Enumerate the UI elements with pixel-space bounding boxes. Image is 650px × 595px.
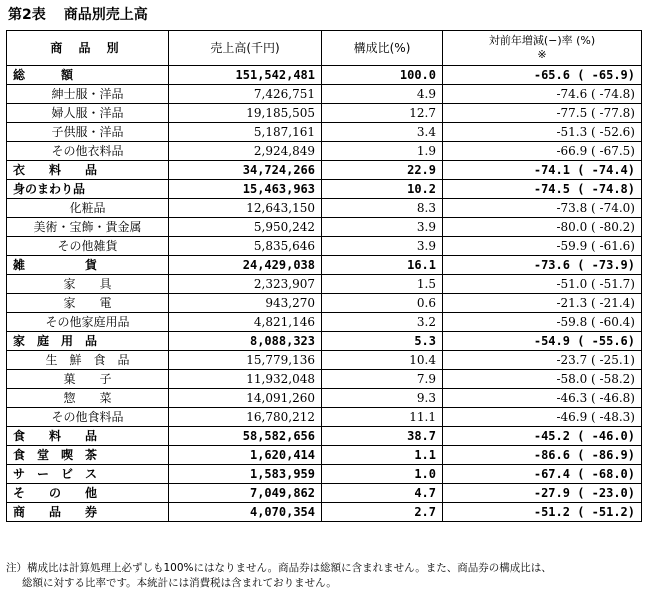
table-row — [7, 408, 642, 427]
footnote-line-2: 総額に対する比率です。本統計には消費税は含まれておりません。 — [22, 577, 337, 589]
header-sales: 売上高(千円) — [169, 31, 322, 66]
row-name: その他食料品 — [7, 408, 169, 427]
row-ratio: 38.7 — [322, 427, 443, 446]
table-row — [7, 218, 642, 237]
table-row — [7, 370, 642, 389]
row-name: 商 品 券 — [7, 503, 169, 522]
row-ratio: 3.4 — [322, 123, 443, 142]
row-sales: 4,821,146 — [169, 313, 322, 332]
table-number: 第2表 — [8, 7, 46, 23]
row-name: 紳士服・洋品 — [7, 85, 169, 104]
row-yoy: -66.9 ( -67.5) — [443, 142, 642, 161]
row-name: 衣 料 品 — [7, 161, 169, 180]
row-name: 惣 菜 — [7, 389, 169, 408]
row-yoy: -51.3 ( -52.6) — [443, 123, 642, 142]
row-yoy: -80.0 ( -80.2) — [443, 218, 642, 237]
table-row — [7, 66, 642, 85]
row-yoy: -45.2 ( -46.0) — [443, 427, 642, 446]
row-yoy: -46.9 ( -48.3) — [443, 408, 642, 427]
table-row — [7, 446, 642, 465]
table-row — [7, 256, 642, 275]
row-ratio: 7.9 — [322, 370, 443, 389]
row-sales: 5,187,161 — [169, 123, 322, 142]
header-yoy — [443, 31, 642, 66]
table-row — [7, 351, 642, 370]
row-yoy: -77.5 ( -77.8) — [443, 104, 642, 123]
row-ratio: 5.3 — [322, 332, 443, 351]
row-sales: 19,185,505 — [169, 104, 322, 123]
row-name: 身のまわり品 — [7, 180, 169, 199]
row-sales: 1,583,959 — [169, 465, 322, 484]
row-ratio: 1.5 — [322, 275, 443, 294]
table-row — [7, 332, 642, 351]
row-yoy: -27.9 ( -23.0) — [443, 484, 642, 503]
table-row — [7, 389, 642, 408]
table-header-row — [7, 31, 642, 66]
row-yoy: -23.7 ( -25.1) — [443, 351, 642, 370]
row-yoy: -58.0 ( -58.2) — [443, 370, 642, 389]
row-yoy: -21.3 ( -21.4) — [443, 294, 642, 313]
footnote — [6, 561, 646, 591]
row-yoy: -59.8 ( -60.4) — [443, 313, 642, 332]
row-name: 家 庭 用 品 — [7, 332, 169, 351]
row-ratio: 3.9 — [322, 218, 443, 237]
row-yoy: -73.6 ( -73.9) — [443, 256, 642, 275]
row-sales: 1,620,414 — [169, 446, 322, 465]
row-name: 婦人服・洋品 — [7, 104, 169, 123]
row-sales: 7,426,751 — [169, 85, 322, 104]
table-row — [7, 275, 642, 294]
sales-by-product-table — [6, 30, 642, 522]
row-name: その他家庭用品 — [7, 313, 169, 332]
row-sales: 14,091,260 — [169, 389, 322, 408]
row-ratio: 10.2 — [322, 180, 443, 199]
row-yoy: -65.6 ( -65.9) — [443, 66, 642, 85]
row-sales: 15,779,136 — [169, 351, 322, 370]
table-row — [7, 294, 642, 313]
row-ratio: 11.1 — [322, 408, 443, 427]
row-ratio: 100.0 — [322, 66, 443, 85]
row-name: 食 料 品 — [7, 427, 169, 446]
row-sales: 151,542,481 — [169, 66, 322, 85]
row-sales: 2,323,907 — [169, 275, 322, 294]
row-yoy: -59.9 ( -61.6) — [443, 237, 642, 256]
row-yoy: -86.6 ( -86.9) — [443, 446, 642, 465]
row-sales: 4,070,354 — [169, 503, 322, 522]
row-name: 家 電 — [7, 294, 169, 313]
row-ratio: 22.9 — [322, 161, 443, 180]
row-yoy: -73.8 ( -74.0) — [443, 199, 642, 218]
row-ratio: 1.9 — [322, 142, 443, 161]
header-category: 商 品 別 — [7, 31, 169, 66]
row-yoy: -54.9 ( -55.6) — [443, 332, 642, 351]
row-ratio: 8.3 — [322, 199, 443, 218]
row-ratio: 4.9 — [322, 85, 443, 104]
row-ratio: 3.9 — [322, 237, 443, 256]
row-yoy: -74.5 ( -74.8) — [443, 180, 642, 199]
row-sales: 34,724,266 — [169, 161, 322, 180]
row-ratio: 12.7 — [322, 104, 443, 123]
row-sales: 16,780,212 — [169, 408, 322, 427]
row-sales: 5,835,646 — [169, 237, 322, 256]
table-title — [8, 4, 148, 24]
row-yoy: -51.0 ( -51.7) — [443, 275, 642, 294]
row-ratio: 4.7 — [322, 484, 443, 503]
row-yoy: -51.2 ( -51.2) — [443, 503, 642, 522]
row-sales: 24,429,038 — [169, 256, 322, 275]
table-row — [7, 85, 642, 104]
table-row — [7, 123, 642, 142]
table-title-text: 商品別売上高 — [63, 7, 148, 23]
row-sales: 943,270 — [169, 294, 322, 313]
header-yoy-note: ※ — [537, 48, 547, 61]
table-row — [7, 142, 642, 161]
row-sales: 8,088,323 — [169, 332, 322, 351]
row-sales: 12,643,150 — [169, 199, 322, 218]
row-name: 総 額 — [7, 66, 169, 85]
row-name: そ の 他 — [7, 484, 169, 503]
row-yoy: -67.4 ( -68.0) — [443, 465, 642, 484]
row-name: 化粧品 — [7, 199, 169, 218]
row-ratio: 16.1 — [322, 256, 443, 275]
row-yoy: -46.3 ( -46.8) — [443, 389, 642, 408]
row-name: その他衣料品 — [7, 142, 169, 161]
row-ratio: 1.1 — [322, 446, 443, 465]
row-name: 雑 貨 — [7, 256, 169, 275]
row-yoy: -74.1 ( -74.4) — [443, 161, 642, 180]
row-sales: 58,582,656 — [169, 427, 322, 446]
row-name: 子供服・洋品 — [7, 123, 169, 142]
header-ratio: 構成比(%) — [322, 31, 443, 66]
table-row — [7, 199, 642, 218]
table-row — [7, 161, 642, 180]
table-row — [7, 313, 642, 332]
row-sales: 15,463,963 — [169, 180, 322, 199]
table-row — [7, 104, 642, 123]
table-row — [7, 484, 642, 503]
row-name: 家 具 — [7, 275, 169, 294]
table-row — [7, 465, 642, 484]
row-ratio: 2.7 — [322, 503, 443, 522]
row-ratio: 0.6 — [322, 294, 443, 313]
table-row — [7, 180, 642, 199]
table-row — [7, 503, 642, 522]
table-body — [7, 66, 642, 522]
row-name: 菓 子 — [7, 370, 169, 389]
row-sales: 2,924,849 — [169, 142, 322, 161]
row-ratio: 3.2 — [322, 313, 443, 332]
header-yoy-label: 対前年増減(−)率 (%) — [488, 34, 596, 47]
table-row — [7, 237, 642, 256]
row-name: その他雑貨 — [7, 237, 169, 256]
row-ratio: 1.0 — [322, 465, 443, 484]
row-yoy: -74.6 ( -74.8) — [443, 85, 642, 104]
row-ratio: 9.3 — [322, 389, 443, 408]
table-row — [7, 427, 642, 446]
row-name: 食 堂 喫 茶 — [7, 446, 169, 465]
row-sales: 5,950,242 — [169, 218, 322, 237]
row-sales: 7,049,862 — [169, 484, 322, 503]
row-sales: 11,932,048 — [169, 370, 322, 389]
row-name: 美術・宝飾・貴金属 — [7, 218, 169, 237]
row-name: 生 鮮 食 品 — [7, 351, 169, 370]
footnote-line-1: 注）構成比は計算処理上必ずしも100%にはなりません。商品券は総額に含まれません。また、商品券の構成比は、 — [6, 562, 552, 574]
row-name: サ ー ビ ス — [7, 465, 169, 484]
row-ratio: 10.4 — [322, 351, 443, 370]
